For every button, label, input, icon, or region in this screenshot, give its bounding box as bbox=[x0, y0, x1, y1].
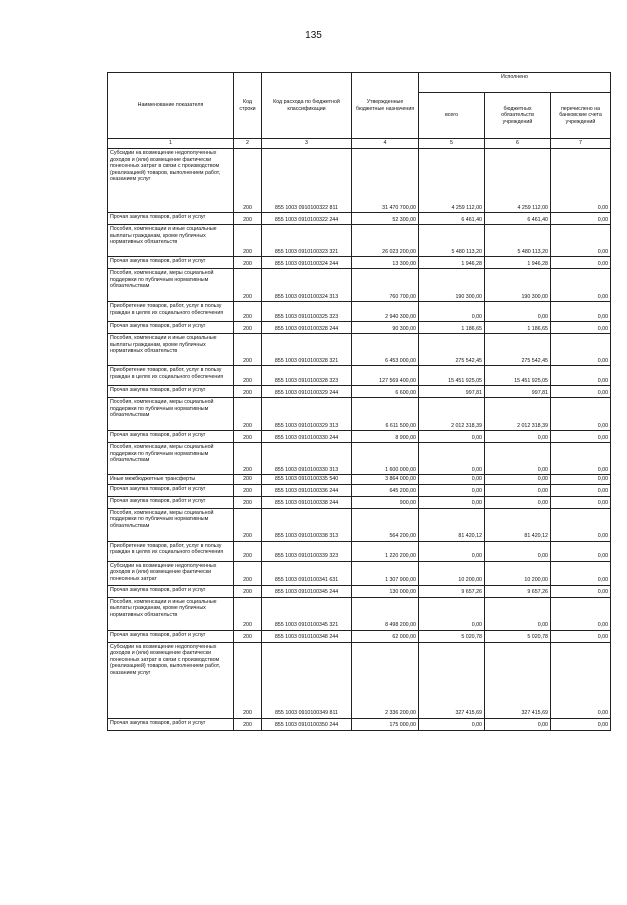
row-executed-total: 275 542,45 bbox=[419, 334, 485, 366]
column-number: 7 bbox=[551, 139, 611, 149]
row-line-code: 200 bbox=[234, 484, 262, 496]
table-row bbox=[108, 475, 611, 485]
row-line-code: 200 bbox=[234, 257, 262, 269]
row-transferred-amount: 0,00 bbox=[551, 718, 611, 730]
header-total: всего bbox=[419, 93, 485, 139]
table-row bbox=[108, 257, 611, 269]
row-executed-institutions: 15 451 925,05 bbox=[485, 366, 551, 386]
row-name: Иные межбюджетные трансферты bbox=[108, 475, 234, 485]
row-line-code: 200 bbox=[234, 630, 262, 642]
table-row bbox=[108, 366, 611, 386]
row-line-code: 200 bbox=[234, 302, 262, 322]
row-executed-total: 190 300,00 bbox=[419, 269, 485, 302]
column-number: 6 bbox=[485, 139, 551, 149]
row-expense-code: 855 1003 0910100339 323 bbox=[262, 541, 352, 561]
row-executed-total: 1 946,28 bbox=[419, 257, 485, 269]
header-executed: Исполнено bbox=[419, 73, 611, 93]
header-approved: Утвержденные бюджетные назначения bbox=[352, 73, 419, 139]
header-expense-code: Код расхода по бюджетной классификации bbox=[262, 73, 352, 139]
column-number: 3 bbox=[262, 139, 352, 149]
table-row bbox=[108, 718, 611, 730]
row-name: Субсидии на возмещение недополученных доходов и (или) возмещение фактически понесенных затрат bbox=[108, 561, 234, 585]
row-name: Субсидии на возмещение недополученных доходов и (или) возмещение фактически понесенных затрат в связи с производством (реализацией) товаров, выполнением работ, оказанием услуг bbox=[108, 149, 234, 213]
table-row bbox=[108, 431, 611, 443]
table-row bbox=[108, 334, 611, 366]
header-institutions: бюджетных обязательств учреждений bbox=[485, 93, 551, 139]
row-expense-code: 855 1003 0910100348 244 bbox=[262, 630, 352, 642]
row-name: Приобретение товаров, работ, услуг в пользу граждан в целях их социального обеспечения bbox=[108, 302, 234, 322]
row-executed-total: 0,00 bbox=[419, 302, 485, 322]
row-executed-total: 5 480 113,20 bbox=[419, 225, 485, 257]
row-executed-institutions: 327 415,69 bbox=[485, 642, 551, 718]
budget-execution-table bbox=[107, 72, 611, 731]
row-executed-institutions: 4 259 112,00 bbox=[485, 149, 551, 213]
row-approved-amount: 1 307 900,00 bbox=[352, 561, 419, 585]
row-approved-amount: 13 300,00 bbox=[352, 257, 419, 269]
header-line-code: Код строки bbox=[234, 73, 262, 139]
row-expense-code: 855 1003 0910100322 811 bbox=[262, 149, 352, 213]
row-transferred-amount: 0,00 bbox=[551, 630, 611, 642]
row-line-code: 200 bbox=[234, 269, 262, 302]
row-name: Прочая закупка товаров, работ и услуг bbox=[108, 386, 234, 398]
row-approved-amount: 175 000,00 bbox=[352, 718, 419, 730]
row-approved-amount: 62 000,00 bbox=[352, 630, 419, 642]
row-expense-code: 855 1003 0910100329 244 bbox=[262, 386, 352, 398]
row-approved-amount: 645 200,00 bbox=[352, 484, 419, 496]
row-executed-total: 4 259 112,00 bbox=[419, 149, 485, 213]
row-line-code: 200 bbox=[234, 508, 262, 541]
row-approved-amount: 8 498 200,00 bbox=[352, 597, 419, 630]
row-executed-institutions: 0,00 bbox=[485, 496, 551, 508]
row-expense-code: 855 1003 0910100345 244 bbox=[262, 585, 352, 597]
row-transferred-amount: 0,00 bbox=[551, 496, 611, 508]
row-executed-total: 5 020,78 bbox=[419, 630, 485, 642]
row-executed-institutions: 0,00 bbox=[485, 718, 551, 730]
row-executed-institutions: 0,00 bbox=[485, 443, 551, 475]
row-expense-code: 855 1003 0910100324 244 bbox=[262, 257, 352, 269]
row-name: Приобретение товаров, работ, услуг в пользу граждан в целях их социального обеспечения bbox=[108, 541, 234, 561]
table-row bbox=[108, 398, 611, 431]
row-executed-institutions: 81 420,12 bbox=[485, 508, 551, 541]
row-executed-total: 0,00 bbox=[419, 541, 485, 561]
row-executed-total: 0,00 bbox=[419, 718, 485, 730]
table-row bbox=[108, 149, 611, 213]
row-expense-code: 855 1003 0910100349 811 bbox=[262, 642, 352, 718]
row-expense-code: 855 1003 0910100335 540 bbox=[262, 475, 352, 485]
table-row bbox=[108, 213, 611, 225]
row-approved-amount: 1 600 000,00 bbox=[352, 443, 419, 475]
row-expense-code: 855 1003 0910100338 313 bbox=[262, 508, 352, 541]
row-transferred-amount: 0,00 bbox=[551, 302, 611, 322]
page-number: 135 bbox=[305, 30, 322, 41]
row-executed-total: 0,00 bbox=[419, 443, 485, 475]
row-expense-code: 855 1003 0910100325 323 bbox=[262, 302, 352, 322]
row-executed-institutions: 0,00 bbox=[485, 431, 551, 443]
row-approved-amount: 127 569 400,00 bbox=[352, 366, 419, 386]
row-approved-amount: 3 864 000,00 bbox=[352, 475, 419, 485]
row-executed-institutions: 5 480 113,20 bbox=[485, 225, 551, 257]
row-name: Пособия, компенсации, меры социальной поддержки по публичным нормативным обязательствам bbox=[108, 269, 234, 302]
table-row bbox=[108, 508, 611, 541]
row-line-code: 200 bbox=[234, 541, 262, 561]
table-row bbox=[108, 443, 611, 475]
row-expense-code: 855 1003 0910100350 244 bbox=[262, 718, 352, 730]
row-approved-amount: 31 470 700,00 bbox=[352, 149, 419, 213]
row-expense-code: 855 1003 0910100328 244 bbox=[262, 322, 352, 334]
row-executed-total: 0,00 bbox=[419, 496, 485, 508]
row-executed-total: 10 200,00 bbox=[419, 561, 485, 585]
row-transferred-amount: 0,00 bbox=[551, 597, 611, 630]
row-line-code: 200 bbox=[234, 386, 262, 398]
row-approved-amount: 2 940 300,00 bbox=[352, 302, 419, 322]
table-row bbox=[108, 630, 611, 642]
row-executed-institutions: 10 200,00 bbox=[485, 561, 551, 585]
row-approved-amount: 1 220 200,00 bbox=[352, 541, 419, 561]
table-row bbox=[108, 642, 611, 718]
row-executed-institutions: 997,81 bbox=[485, 386, 551, 398]
row-name: Прочая закупка товаров, работ и услуг bbox=[108, 585, 234, 597]
row-executed-total: 6 461,40 bbox=[419, 213, 485, 225]
row-approved-amount: 90 300,00 bbox=[352, 322, 419, 334]
table-row bbox=[108, 561, 611, 585]
row-line-code: 200 bbox=[234, 718, 262, 730]
row-approved-amount: 6 453 000,00 bbox=[352, 334, 419, 366]
row-line-code: 200 bbox=[234, 597, 262, 630]
row-transferred-amount: 0,00 bbox=[551, 508, 611, 541]
row-line-code: 200 bbox=[234, 585, 262, 597]
table-row bbox=[108, 386, 611, 398]
row-transferred-amount: 0,00 bbox=[551, 225, 611, 257]
row-transferred-amount: 0,00 bbox=[551, 322, 611, 334]
row-line-code: 200 bbox=[234, 431, 262, 443]
row-transferred-amount: 0,00 bbox=[551, 334, 611, 366]
row-name: Прочая закупка товаров, работ и услуг bbox=[108, 718, 234, 730]
row-approved-amount: 26 023 200,00 bbox=[352, 225, 419, 257]
row-transferred-amount: 0,00 bbox=[551, 366, 611, 386]
row-line-code: 200 bbox=[234, 213, 262, 225]
table-row bbox=[108, 322, 611, 334]
row-expense-code: 855 1003 0910100336 244 bbox=[262, 484, 352, 496]
row-transferred-amount: 0,00 bbox=[551, 386, 611, 398]
row-approved-amount: 900,00 bbox=[352, 496, 419, 508]
row-name: Пособия, компенсации и иные социальные выплаты гражданам, кроме публичных нормативных обязательств bbox=[108, 225, 234, 257]
column-number: 5 bbox=[419, 139, 485, 149]
row-executed-institutions: 1 186,65 bbox=[485, 322, 551, 334]
row-line-code: 200 bbox=[234, 561, 262, 585]
row-name: Приобретение товаров, работ, услуг в пользу граждан в целях их социального обеспечения bbox=[108, 366, 234, 386]
row-expense-code: 855 1003 0910100328 323 bbox=[262, 366, 352, 386]
row-executed-institutions: 5 020,78 bbox=[485, 630, 551, 642]
row-approved-amount: 130 000,00 bbox=[352, 585, 419, 597]
row-expense-code: 855 1003 0910100330 244 bbox=[262, 431, 352, 443]
row-approved-amount: 760 700,00 bbox=[352, 269, 419, 302]
row-expense-code: 855 1003 0910100322 244 bbox=[262, 213, 352, 225]
row-name: Прочая закупка товаров, работ и услуг bbox=[108, 630, 234, 642]
row-executed-total: 327 415,69 bbox=[419, 642, 485, 718]
row-executed-total: 0,00 bbox=[419, 484, 485, 496]
row-transferred-amount: 0,00 bbox=[551, 642, 611, 718]
row-expense-code: 855 1003 0910100323 321 bbox=[262, 225, 352, 257]
table-row bbox=[108, 496, 611, 508]
row-executed-institutions: 0,00 bbox=[485, 597, 551, 630]
row-line-code: 200 bbox=[234, 366, 262, 386]
row-executed-total: 81 420,12 bbox=[419, 508, 485, 541]
row-approved-amount: 6 600,00 bbox=[352, 386, 419, 398]
row-transferred-amount: 0,00 bbox=[551, 475, 611, 485]
row-approved-amount: 2 336 200,00 bbox=[352, 642, 419, 718]
row-executed-total: 0,00 bbox=[419, 475, 485, 485]
row-line-code: 200 bbox=[234, 398, 262, 431]
table-row bbox=[108, 225, 611, 257]
column-number: 1 bbox=[108, 139, 234, 149]
table-row bbox=[108, 302, 611, 322]
row-name: Пособия, компенсации, меры социальной поддержки по публичным нормативным обязательствам bbox=[108, 443, 234, 475]
table-row bbox=[108, 541, 611, 561]
table-row bbox=[108, 484, 611, 496]
row-expense-code: 855 1003 0910100345 321 bbox=[262, 597, 352, 630]
row-executed-total: 0,00 bbox=[419, 597, 485, 630]
row-executed-institutions: 2 012 318,39 bbox=[485, 398, 551, 431]
row-line-code: 200 bbox=[234, 443, 262, 475]
row-line-code: 200 bbox=[234, 149, 262, 213]
row-transferred-amount: 0,00 bbox=[551, 398, 611, 431]
row-name: Пособия, компенсации и иные социальные выплаты гражданам, кроме публичных нормативных обязательств bbox=[108, 334, 234, 366]
row-transferred-amount: 0,00 bbox=[551, 269, 611, 302]
row-transferred-amount: 0,00 bbox=[551, 561, 611, 585]
row-approved-amount: 564 200,00 bbox=[352, 508, 419, 541]
row-transferred-amount: 0,00 bbox=[551, 585, 611, 597]
row-line-code: 200 bbox=[234, 642, 262, 718]
row-executed-institutions: 9 657,26 bbox=[485, 585, 551, 597]
table-row bbox=[108, 585, 611, 597]
row-transferred-amount: 0,00 bbox=[551, 149, 611, 213]
row-transferred-amount: 0,00 bbox=[551, 257, 611, 269]
row-executed-total: 1 186,65 bbox=[419, 322, 485, 334]
row-executed-total: 0,00 bbox=[419, 431, 485, 443]
row-executed-institutions: 0,00 bbox=[485, 541, 551, 561]
row-executed-institutions: 190 300,00 bbox=[485, 269, 551, 302]
table-row bbox=[108, 269, 611, 302]
row-name: Прочая закупка товаров, работ и услуг bbox=[108, 496, 234, 508]
row-line-code: 200 bbox=[234, 475, 262, 485]
column-number: 2 bbox=[234, 139, 262, 149]
row-line-code: 200 bbox=[234, 225, 262, 257]
row-expense-code: 855 1003 0910100329 313 bbox=[262, 398, 352, 431]
table-row bbox=[108, 597, 611, 630]
row-approved-amount: 8 900,00 bbox=[352, 431, 419, 443]
row-transferred-amount: 0,00 bbox=[551, 541, 611, 561]
row-transferred-amount: 0,00 bbox=[551, 431, 611, 443]
header-name: Наименование показателя bbox=[108, 73, 234, 139]
row-name: Прочая закупка товаров, работ и услуг bbox=[108, 322, 234, 334]
row-executed-institutions: 1 946,28 bbox=[485, 257, 551, 269]
column-number-row bbox=[108, 139, 611, 149]
row-expense-code: 855 1003 0910100324 313 bbox=[262, 269, 352, 302]
row-transferred-amount: 0,00 bbox=[551, 443, 611, 475]
header-transferred: перечислено на банковские счета учреждений bbox=[551, 93, 611, 139]
row-name: Прочая закупка товаров, работ и услуг bbox=[108, 431, 234, 443]
row-name: Прочая закупка товаров, работ и услуг bbox=[108, 484, 234, 496]
row-transferred-amount: 0,00 bbox=[551, 484, 611, 496]
row-executed-institutions: 0,00 bbox=[485, 484, 551, 496]
row-transferred-amount: 0,00 bbox=[551, 213, 611, 225]
row-approved-amount: 52 300,00 bbox=[352, 213, 419, 225]
row-line-code: 200 bbox=[234, 496, 262, 508]
row-expense-code: 855 1003 0910100330 313 bbox=[262, 443, 352, 475]
row-executed-total: 15 451 925,05 bbox=[419, 366, 485, 386]
row-expense-code: 855 1003 0910100338 244 bbox=[262, 496, 352, 508]
row-line-code: 200 bbox=[234, 322, 262, 334]
row-executed-institutions: 6 461,40 bbox=[485, 213, 551, 225]
row-approved-amount: 6 611 500,00 bbox=[352, 398, 419, 431]
row-line-code: 200 bbox=[234, 334, 262, 366]
row-executed-total: 997,81 bbox=[419, 386, 485, 398]
row-executed-institutions: 0,00 bbox=[485, 302, 551, 322]
row-name: Прочая закупка товаров, работ и услуг bbox=[108, 213, 234, 225]
row-executed-institutions: 275 542,45 bbox=[485, 334, 551, 366]
row-executed-institutions: 0,00 bbox=[485, 475, 551, 485]
row-name: Субсидии на возмещение недополученных доходов и (или) возмещение фактически понесенных затрат в связи с производством (реализацией) товаров, выполнением работ, оказанием услуг bbox=[108, 642, 234, 718]
row-expense-code: 855 1003 0910100341 631 bbox=[262, 561, 352, 585]
row-executed-total: 9 657,26 bbox=[419, 585, 485, 597]
column-number: 4 bbox=[352, 139, 419, 149]
row-name: Пособия, компенсации и иные социальные выплаты гражданам, кроме публичных нормативных обязательств bbox=[108, 597, 234, 630]
row-executed-total: 2 012 318,39 bbox=[419, 398, 485, 431]
row-name: Пособия, компенсации, меры социальной поддержки по публичным нормативным обязательствам bbox=[108, 398, 234, 431]
row-expense-code: 855 1003 0910100328 321 bbox=[262, 334, 352, 366]
row-name: Прочая закупка товаров, работ и услуг bbox=[108, 257, 234, 269]
row-name: Пособия, компенсации, меры социальной поддержки по публичным нормативным обязательствам bbox=[108, 508, 234, 541]
